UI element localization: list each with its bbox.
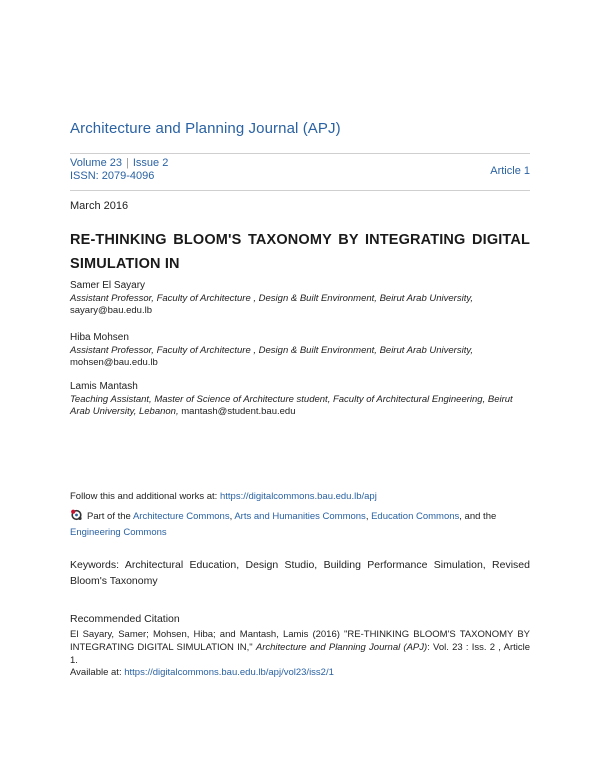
engineering-commons-link[interactable]: Engineering Commons (70, 527, 167, 538)
citation-heading: Recommended Citation (70, 613, 180, 625)
article-number-link[interactable]: Article 1 (490, 165, 530, 177)
commons-separator: , and the (459, 511, 497, 522)
follow-link[interactable]: https://digitalcommons.bau.edu.lb/apj (219, 491, 377, 502)
author-email: sayary@bau.edu.lb (70, 305, 152, 316)
keywords-label: Keywords: (70, 559, 120, 571)
author-name: Samer El Sayary (70, 280, 146, 291)
author-block (70, 280, 530, 318)
author-block (70, 381, 530, 419)
issn: ISSN: 2079-4096 (70, 170, 155, 182)
journal-title-link[interactable]: Architecture and Planning Journal (APJ) (70, 120, 341, 137)
citation-part1: El Sayary, Samer; Mohsen, Hiba; and Mantash, Lamis (2016) "RE-THINKING BLOOM'S TAXONOMY BY INTEGRATING DIGITAL SIMULATION IN," (70, 629, 530, 653)
issue-separator: | (125, 157, 129, 169)
keywords-text: Architectural Education, Design Studio, Building Performance Simulation, Revised Bloom's Taxonomy (70, 559, 530, 587)
author-name: Lamis Mantash (70, 381, 138, 392)
citation-journal: Architecture and Planning Journal (APJ) (255, 642, 428, 653)
arts-humanities-commons-link[interactable]: Arts and Humanities Commons (234, 511, 366, 522)
education-commons-link[interactable]: Education Commons (371, 511, 460, 522)
author-name: Hiba Mohsen (70, 332, 129, 343)
issue-link[interactable]: Issue 2 (132, 157, 169, 169)
author-email: mohsen@bau.edu.lb (70, 357, 158, 368)
available-link[interactable]: https://digitalcommons.bau.edu.lb/apj/vol23/iss2/1 (124, 667, 334, 678)
architecture-commons-link[interactable]: Architecture Commons (132, 511, 230, 522)
author-email: mantash@student.bau.edu (181, 406, 296, 417)
author-affiliation: Assistant Professor, Faculty of Architecture , Design & Built Environment, Beirut Arab University, (70, 344, 474, 356)
part-of-line (70, 509, 530, 541)
commons-network-icon (70, 509, 83, 521)
author-affiliation-line (70, 394, 530, 419)
commons-separator: , (229, 511, 235, 522)
author-block (70, 332, 530, 370)
keywords (70, 557, 530, 589)
publication-date: March 2016 (70, 200, 129, 212)
author-affiliation: Teaching Assistant, Master of Science of Architecture student, Faculty of Architectural Engineering, Beirut Arab University, Lebanon, (70, 393, 513, 417)
issue-info-block (70, 153, 530, 191)
volume-issue-line (70, 157, 168, 169)
follow-text: Follow this and additional works at: (70, 491, 220, 502)
citation-text (70, 628, 530, 667)
citation-part2: : Vol. 23 : Iss. 2 , Article 1. (70, 642, 530, 666)
article-title: RE-THINKING BLOOM'S TAXONOMY BY INTEGRATING DIGITAL SIMULATION IN (70, 232, 530, 272)
follow-line (70, 491, 377, 502)
part-of-prefix: Part of the (87, 511, 133, 522)
author-affiliation: Assistant Professor, Faculty of Architecture , Design & Built Environment, Beirut Arab University, (70, 292, 474, 304)
available-label: Available at: (70, 667, 125, 678)
volume-link[interactable]: Volume 23 (70, 157, 122, 169)
available-at-line (70, 667, 334, 678)
commons-separator: , (365, 511, 372, 522)
